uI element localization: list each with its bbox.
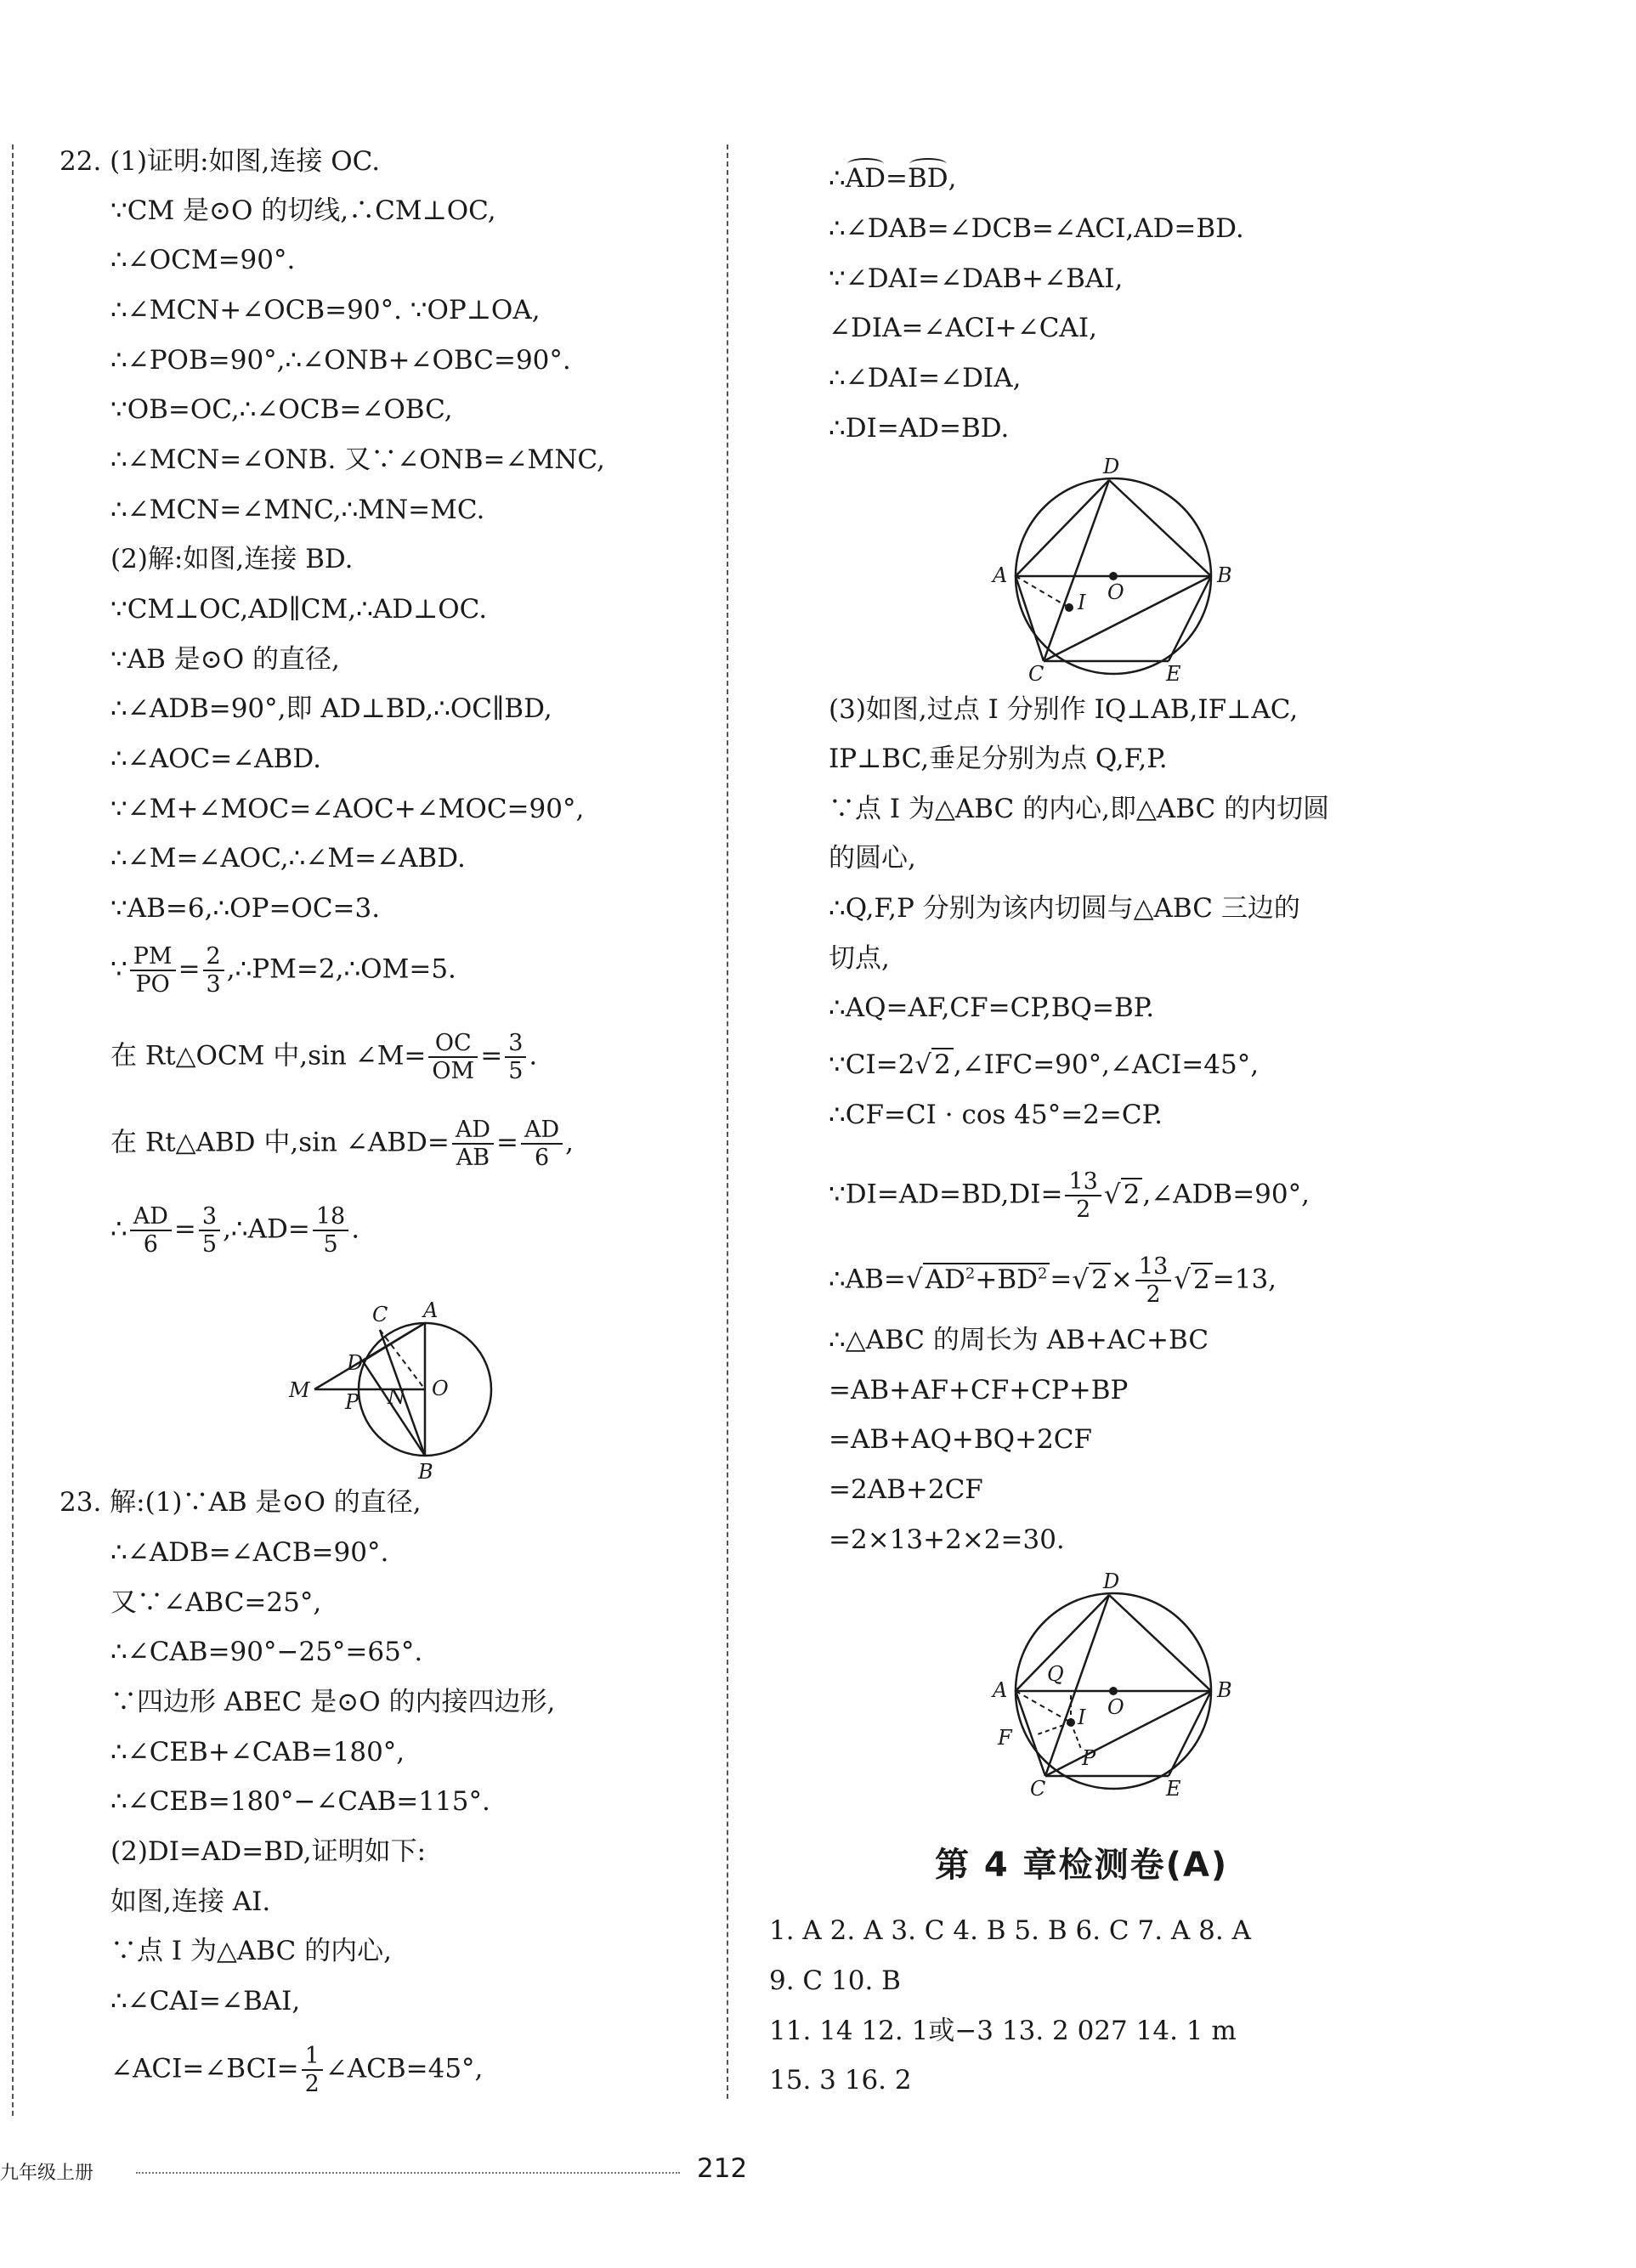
point-label: P <box>345 1390 359 1414</box>
text-line: ∴∠CAI=∠BAI, <box>110 1986 301 2016</box>
text-line: ∵∠DAI=∠DAB+∠BAI, <box>829 263 1124 294</box>
fraction: $\frac{3}{5}$ <box>199 1203 220 1258</box>
answer-line: 15. 3 16. 2 <box>769 2065 912 2095</box>
text-line: IP⊥BC,垂足分别为点 Q,F,P. <box>829 744 1168 774</box>
text-line: ∴∠MCN+∠OCB=90°. ∵OP⊥OA, <box>110 295 541 325</box>
fraction-line: 在 Rt△ABD 中,sin ∠ABD= $\frac{AD}{AB}$ = $\frac{AD}{6}$ , <box>110 1117 574 1171</box>
point-label: C <box>1030 1777 1046 1801</box>
text-line: ∴∠CEB=180°−∠CAB=115°. <box>110 1786 490 1817</box>
text-line: ∴Q,F,P 分别为该内切圆与△ABC 三边的 <box>829 893 1300 924</box>
sqrt: √2 <box>1104 1178 1143 1212</box>
fraction-line: ∴ $\frac{AD}{6}$ = $\frac{3}{5}$ ,∴AD= $\frac{18}{5}$ . <box>110 1203 360 1258</box>
point-label: P <box>1082 1746 1096 1770</box>
sqrt: √2 <box>1174 1263 1213 1297</box>
fraction: $\frac{AD}{AB}$ <box>452 1117 494 1171</box>
answer-line: 9. C 10. B <box>769 1965 901 1996</box>
fraction: $\frac{13}{2}$ <box>1065 1168 1101 1223</box>
point-label: I <box>1078 1705 1086 1729</box>
text-line: =AB+AQ+BQ+2CF <box>829 1424 1093 1455</box>
text-line: 23. 解:(1)∵AB 是⊙O 的直径, <box>59 1487 422 1518</box>
footer-grade-label: 九年级上册 <box>0 2163 94 2184</box>
point-label: N <box>388 1385 405 1409</box>
fraction: $\frac{PM}{PO}$ <box>130 943 176 998</box>
center-binding-rule <box>727 144 728 2099</box>
text-line: (3)如图,过点 I 分别作 IQ⊥AB,IF⊥AC, <box>829 694 1299 725</box>
text-line: ∴CF=CI · cos 45°=2=CP. <box>829 1100 1163 1130</box>
point-label: M <box>289 1378 310 1402</box>
text-line: ∴∠ADB=∠ACB=90°. <box>110 1537 389 1568</box>
text-line: ∵CM⊥OC,AD∥CM,∴AD⊥OC. <box>110 594 488 625</box>
geometry-figure-2 <box>986 455 1241 684</box>
fraction: $\frac{13}{2}$ <box>1135 1253 1171 1308</box>
answer-line: 11. 14 12. 1或−3 13. 2 027 14. 1 m <box>769 2016 1237 2046</box>
left-binding-rule <box>12 144 14 2116</box>
text-line: ∴∠MCN=∠MNC,∴MN=MC. <box>110 495 485 525</box>
geometry-figure-1 <box>280 1292 510 1483</box>
text-line: ∴∠AOC=∠ABD. <box>110 744 321 774</box>
point-label: D <box>347 1351 364 1375</box>
fraction: $\frac{3}{5}$ <box>505 1030 526 1084</box>
point-label: C <box>1028 662 1044 684</box>
text-line: ∴∠M=∠AOC,∴∠M=∠ABD. <box>110 843 466 874</box>
point-label: B <box>1217 1678 1232 1702</box>
text-line: ∵∠M+∠MOC=∠AOC+∠MOC=90°, <box>110 794 585 824</box>
fraction-line: ∠ACI=∠BCI= $\frac{1}{2}$ ∠ACB=45°, <box>110 2043 484 2097</box>
text-line: =AB+AF+CF+CP+BP <box>829 1375 1129 1405</box>
point-label: C <box>372 1303 388 1326</box>
geometry-figure-3 <box>986 1568 1241 1801</box>
sqrt-line: ∵CI=2√2,∠IFC=90°,∠ACI=45°, <box>829 1049 1260 1080</box>
text-line: ∴AQ=AF,CF=CP,BQ=BP. <box>829 993 1155 1023</box>
point-label: I <box>1078 591 1086 614</box>
point-label: Q <box>1047 1662 1064 1686</box>
point-label: E <box>1166 1777 1181 1801</box>
arc-ad: AD <box>845 163 886 194</box>
point-label: D <box>1103 455 1120 478</box>
text-line: 如图,连接 AI. <box>110 1886 271 1917</box>
text-line: ∵OB=OC,∴∠OCB=∠OBC, <box>110 394 453 425</box>
answer-line: 1. A 2. A 3. C 4. B 5. B 6. C 7. A 8. A <box>769 1915 1251 1946</box>
text-line: 的圆心, <box>829 843 916 874</box>
fraction: $\frac{1}{2}$ <box>302 2043 323 2097</box>
text-line: ∵AB=6,∴OP=OC=3. <box>110 893 381 924</box>
text-line: ∴DI=AD=BD. <box>829 413 1010 444</box>
point-label: D <box>1103 1570 1120 1593</box>
point-label: O <box>1107 1695 1124 1719</box>
text-line: (2)DI=AD=BD,证明如下: <box>110 1836 427 1867</box>
sqrt: √2 <box>914 1048 954 1082</box>
text-line: ∴△ABC 的周长为 AB+AC+BC <box>829 1325 1209 1355</box>
text-line: ∵CM 是⊙O 的切线,∴CM⊥OC, <box>110 195 496 226</box>
fraction: $\frac{AD}{6}$ <box>130 1203 172 1258</box>
text-line: ∴∠POB=90°,∴∠ONB+∠OBC=90°. <box>110 345 571 376</box>
point-label: A <box>993 563 1008 587</box>
text-line: ∵点 I 为△ABC 的内心,即△ABC 的内切圆 <box>829 794 1330 824</box>
fraction-line: 在 Rt△OCM 中,sin ∠M= $\frac{OC}{OM}$ = $\frac{3}{5}$ . <box>110 1030 538 1084</box>
text-line: (2)解:如图,连接 BD. <box>110 544 354 574</box>
text-line: ∠DIA=∠ACI+∠CAI, <box>829 313 1097 343</box>
text-line: ∴∠DAI=∠DIA, <box>829 363 1022 393</box>
point-label: A <box>423 1298 439 1322</box>
point-label: O <box>1107 580 1124 604</box>
fraction: $\frac{OC}{OM}$ <box>428 1030 478 1084</box>
sqrt: √2 <box>1072 1263 1111 1297</box>
text-line: ∴∠CEB+∠CAB=180°, <box>110 1737 405 1767</box>
arc-line: ∴AD=BD, <box>829 163 957 194</box>
fraction-line: $\therefore AB=√AD^2+BD^2=√2\times$ $\frac{13}{2}$ √2=13, <box>829 1253 1277 1308</box>
fraction-line: ∵DI=AD=BD,DI= $\frac{13}{2}$ √2,∠ADB=90°, <box>829 1168 1310 1223</box>
text-line: =2×13+2×2=30. <box>829 1524 1065 1555</box>
text-line: 又∵∠ABC=25°, <box>110 1587 322 1618</box>
text-line: ∴∠DAB=∠DCB=∠ACI,AD=BD. <box>829 213 1244 244</box>
text-line: 22. (1)证明:如图,连接 OC. <box>59 146 381 177</box>
fraction: $\frac{2}{3}$ <box>203 943 224 998</box>
fraction: $\frac{18}{5}$ <box>313 1203 348 1258</box>
footer-dotted-rule <box>136 2172 680 2174</box>
text-line: ∴∠MCN=∠ONB. 又∵∠ONB=∠MNC, <box>110 444 605 475</box>
point-label: F <box>998 1726 1012 1750</box>
sqrt: $√AD^2+BD^2$ <box>906 1257 1050 1296</box>
text-line: ∵点 I 为△ABC 的内心, <box>110 1936 392 1966</box>
point-label: E <box>1166 662 1181 684</box>
page-number: 212 <box>697 2153 748 2184</box>
text-line: 切点, <box>829 943 890 974</box>
section-heading: 第 4 章检测卷(A) <box>935 1846 1229 1885</box>
point-label: B <box>1217 563 1232 587</box>
arc-bd: BD <box>907 163 948 194</box>
point-label: B <box>418 1460 433 1483</box>
text-line: ∴∠CAB=90°−25°=65°. <box>110 1637 423 1667</box>
point-label: A <box>993 1678 1008 1702</box>
point-label: O <box>432 1377 449 1400</box>
text-line: =2AB+2CF <box>829 1474 983 1505</box>
text-line: ∵AB 是⊙O 的直径, <box>110 644 340 675</box>
text-line: ∴∠OCM=90°. <box>110 245 296 275</box>
text-line: ∴∠ADB=90°,即 AD⊥BD,∴OC∥BD, <box>110 693 552 724</box>
fraction-line: ∵ $\frac{PM}{PO}$ = $\frac{2}{3}$ ,∴PM=2,∴OM=5. <box>110 943 456 998</box>
fraction: $\frac{AD}{6}$ <box>521 1117 563 1171</box>
text-line: ∵四边形 ABEC 是⊙O 的内接四边形, <box>110 1687 556 1717</box>
